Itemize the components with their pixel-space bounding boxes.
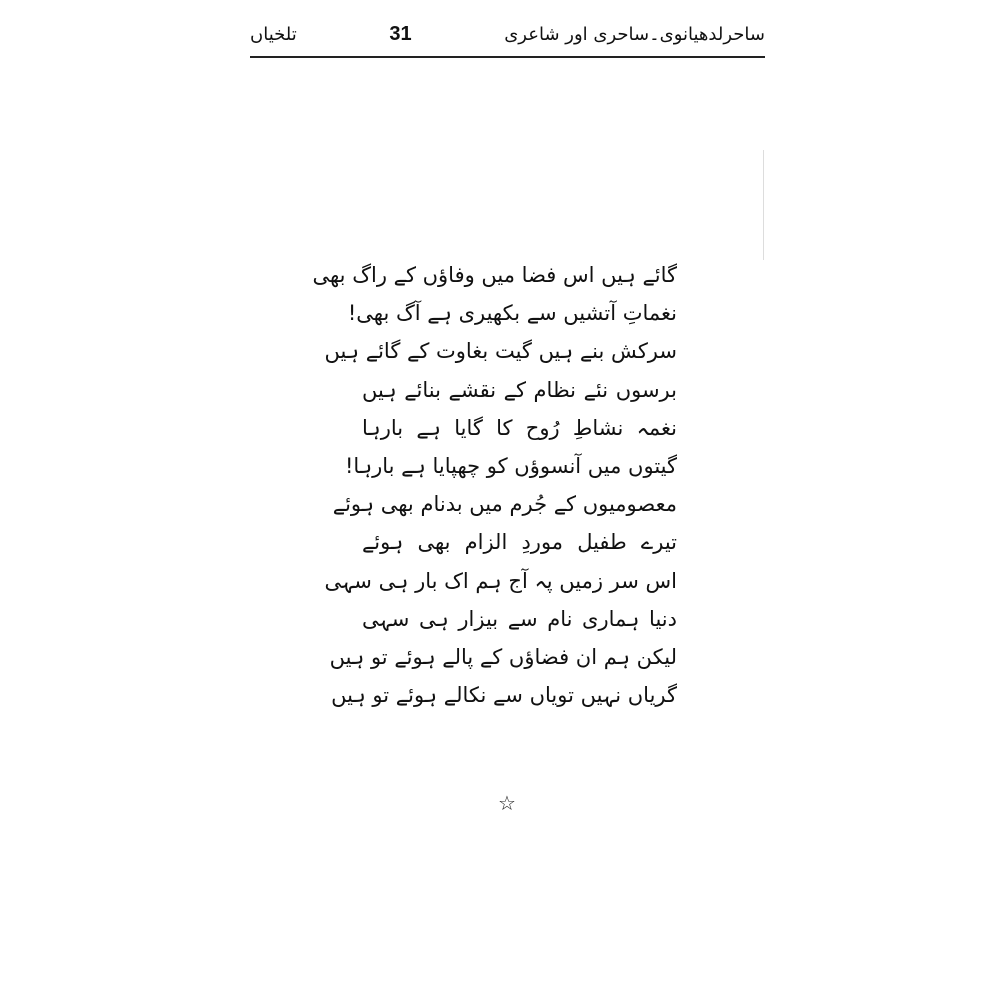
chapter-title: ساحرلدھیانوی۔ساحری اور شاعری (504, 23, 765, 45)
page-number: 31 (389, 22, 412, 45)
poem-line: دنیا ہماری نام سے بیزار ہی سہی (362, 606, 677, 631)
poem-line: اس سر زمیں پہ آج ہم اک بار ہی سہی (324, 568, 677, 593)
poem-line: گریاں نہیں تویاں سے نکالے ہوئے تو ہیں (331, 683, 677, 708)
poem-line: گیتوں میں آنسوؤں کو چھپایا ہے بارہا! (345, 453, 677, 478)
poem (312, 256, 677, 714)
page-edge-line (763, 150, 764, 260)
book-title: تلخیاں (250, 23, 297, 45)
poem-line: تیرے طفیل موردِ الزام بھی ہوئے (362, 530, 677, 555)
poem-line: نغماتِ آتشیں سے بکھیری ہے آگ بھی! (347, 301, 677, 326)
poem-line: برسوں نئے نظام کے نقشے بنائے ہیں (362, 377, 677, 402)
page-header (250, 14, 765, 54)
star-icon: ☆ (498, 791, 516, 815)
poem-line: لیکن ہم ان فضاؤں کے پالے ہوئے تو ہیں (329, 644, 677, 669)
poem-line: گائے ہیں اس فضا میں وفاؤں کے راگ بھی (312, 263, 677, 287)
poem-line: معصومیوں کے جُرم میں بدنام بھی ہوئے (332, 492, 677, 517)
poem-line: سرکش بنے ہیں گیت بغاوت کے گائے ہیں (324, 339, 677, 364)
poem-line: نغمہ نشاطِ رُوح کا گایا ہے بارہا (362, 415, 677, 440)
header-rule (250, 56, 765, 58)
